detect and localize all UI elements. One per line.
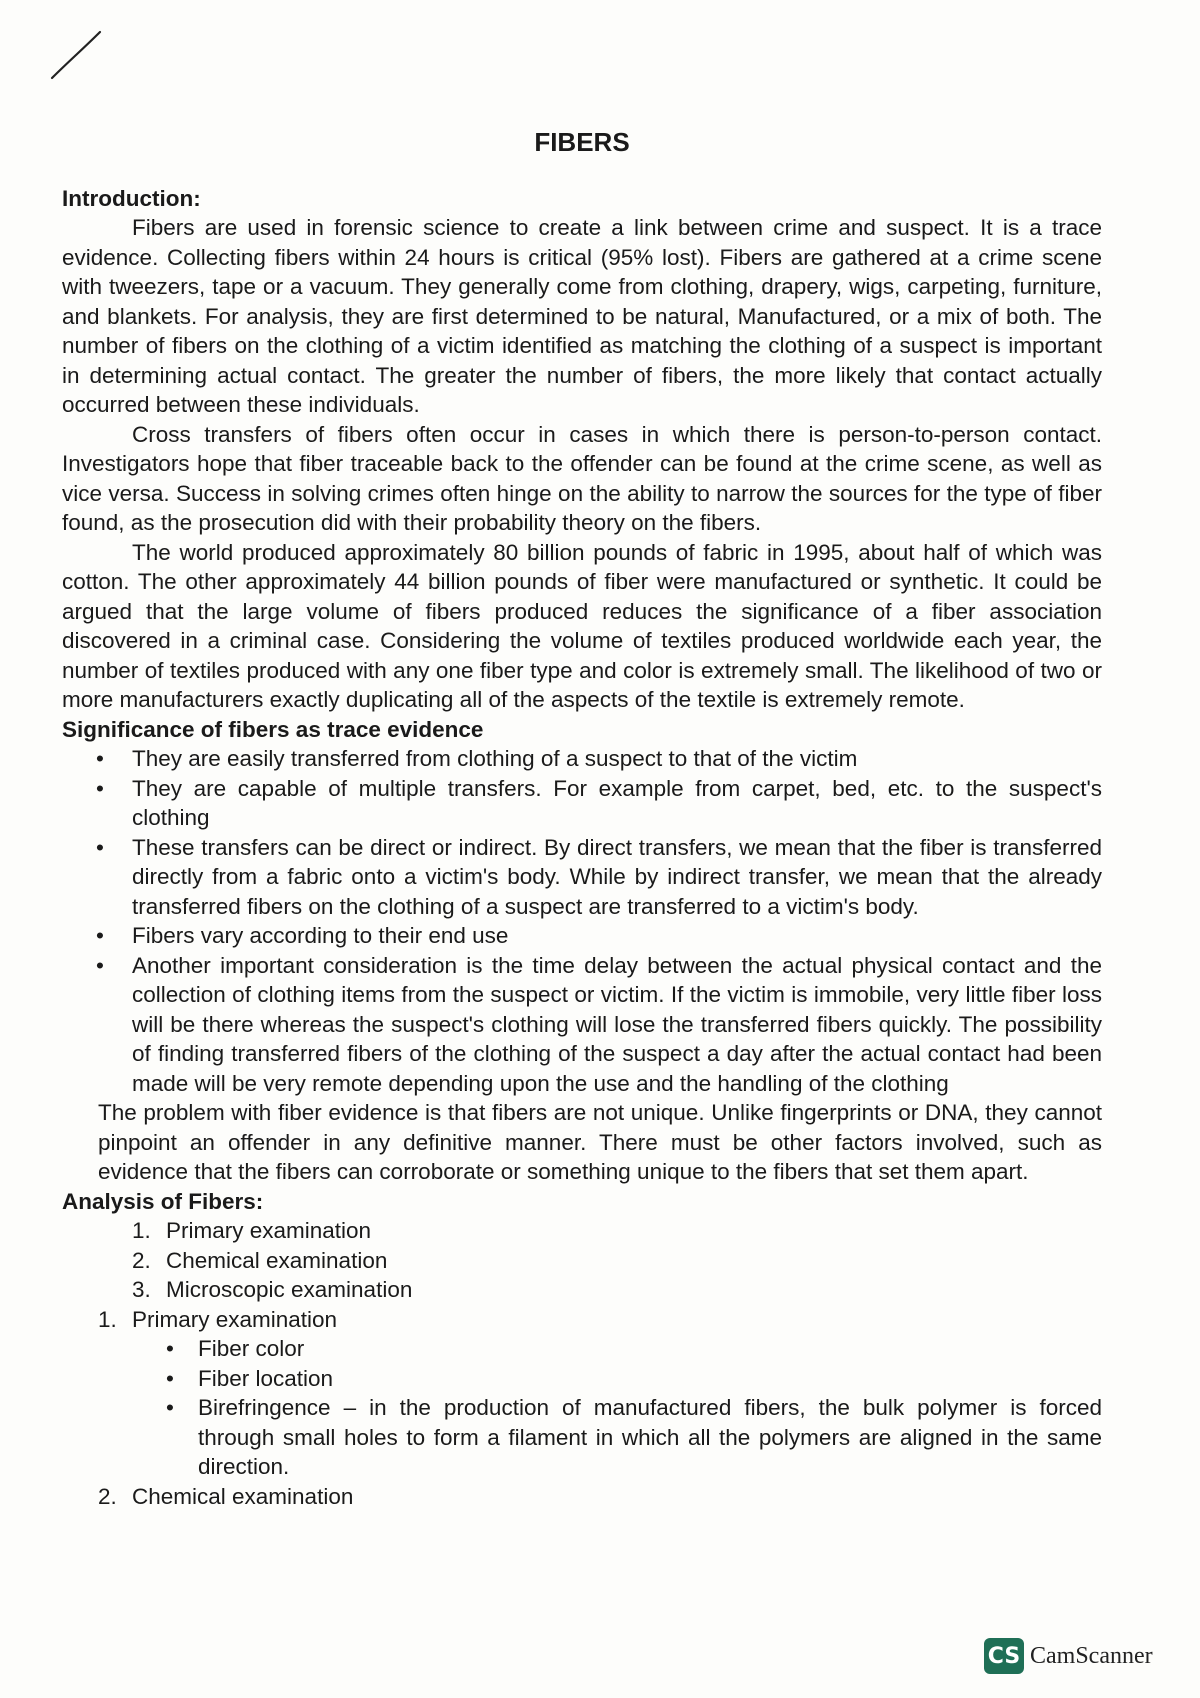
list-item-label: Primary examination [166, 1218, 372, 1243]
pen-mark [50, 30, 110, 80]
list-item: • Fibers vary according to their end use [132, 921, 1102, 951]
list-item: • Fiber color [198, 1334, 1102, 1364]
significance-list [62, 744, 1102, 1098]
analysis-heading: Analysis of Fibers: [62, 1188, 264, 1214]
list-number: 3. [132, 1277, 151, 1302]
intro-paragraph: Fibers are used in forensic science to create a link between crime and suspect. It is a trace evidence. Collecting fibers within 24 hours is critical (95% lost). Fibers are gathered at a crime scene with tweezers, tape or a vacuum. They generally come from clothing, drapery, wigs, carpeting, furniture, and blankets. For analysis, they are first determined to be natural, Manufactured, or a mix of both. The number of fibers on the clothing of a victim identified as matching the clothing of a suspect is important in determining actual contact. The greater the number of fibers, the more likely that contact actually occurred between these individuals. [62, 215, 1102, 417]
camscanner-logo-icon: CS [984, 1638, 1024, 1674]
primary-examination-list [132, 1334, 1102, 1482]
list-item [132, 1216, 1102, 1246]
significance-heading: Significance of fibers as trace evidence [62, 716, 484, 742]
section-primary-examination [98, 1305, 1102, 1482]
section-chemical-examination [98, 1482, 1102, 1512]
list-item: • These transfers can be direct or indirect. By direct transfers, we mean that the fiber is transferred directly from a fabric onto a victim's body. While by indirect transfer, we mean that the already transferred fibers on the clothing of a suspect are transferred to a victim's body. [132, 833, 1102, 922]
intro-paragraph: Cross transfers of fibers often occur in cases in which there is person-to-person contact. Investigators hope that fiber traceable back to the offender can be found at the crime scene, as well as vice versa. Success in solving crimes often hinge on the ability to narrow the sources for the type of fiber found, as the prosecution did with their probability theory on the fibers. [62, 421, 1102, 535]
document-page [62, 128, 1102, 1511]
list-item-label: Chemical examination [166, 1247, 388, 1273]
list-item: • Birefringence – in the production of manufactured fibers, the bulk polymer is forced through small holes to form a filament in which all the polymers are aligned in the same direction. [198, 1393, 1102, 1482]
list-item: • They are capable of multiple transfers. For example from carpet, bed, etc. to the suspect's clothing [132, 774, 1102, 833]
list-number: 1. [98, 1306, 117, 1332]
section-heading [98, 1482, 1102, 1512]
intro-paragraph: The world produced approximately 80 billion pounds of fabric in 1995, about half of which was cotton. The other approximately 44 billion pounds of fiber were manufactured or synthetic. It could be argued that the large volume of fibers produced reduces the significance of a fiber association discovered in a criminal case. Considering the volume of textiles produced worldwide each year, the number of textiles produced with any one fiber type and color is extremely small. The likelihood of two or more manufacturers exactly duplicating all of the aspects of the textile is extremely remote. [62, 539, 1102, 712]
list-item [132, 1275, 1102, 1305]
list-item: • Fiber location [198, 1364, 1102, 1394]
analysis-sections-list [62, 1305, 1102, 1512]
analysis-steps-list [62, 1216, 1102, 1305]
section-heading [98, 1305, 1102, 1335]
section-label: Primary examination [132, 1306, 338, 1332]
camscanner-watermark [984, 1638, 1153, 1674]
introduction-heading: Introduction: [62, 185, 201, 211]
list-item [132, 1246, 1102, 1276]
list-item: • Another important consideration is the time delay between the actual physical contact and the collection of clothing items from the suspect or victim. If the victim is immobile, very little fiber loss will be there whereas the suspect's clothing will lose the transferred fibers quickly. The possibility of finding transferred fibers of the clothing of the suspect a day after the actual contact had been made will be very remote depending upon the use and the handling of the clothing [132, 951, 1102, 1099]
fiber-evidence-note: The problem with fiber evidence is that fibers are not unique. Unlike fingerprints or DNA, they cannot pinpoint an offender in any definitive manner. There must be other factors involved, such as evidence that the fibers can corroborate or something unique to the fibers that set them apart. [98, 1100, 1102, 1184]
list-item-label: Microscopic examination [166, 1277, 413, 1302]
section-label: Chemical examination [132, 1483, 354, 1509]
list-number: 1. [132, 1218, 151, 1243]
camscanner-text: CamScanner [1030, 1642, 1153, 1669]
list-number: 2. [132, 1247, 151, 1273]
list-number: 2. [98, 1483, 117, 1509]
page-title: FIBERS [534, 127, 630, 157]
list-item: • They are easily transferred from clothing of a suspect to that of the victim [132, 744, 1102, 774]
